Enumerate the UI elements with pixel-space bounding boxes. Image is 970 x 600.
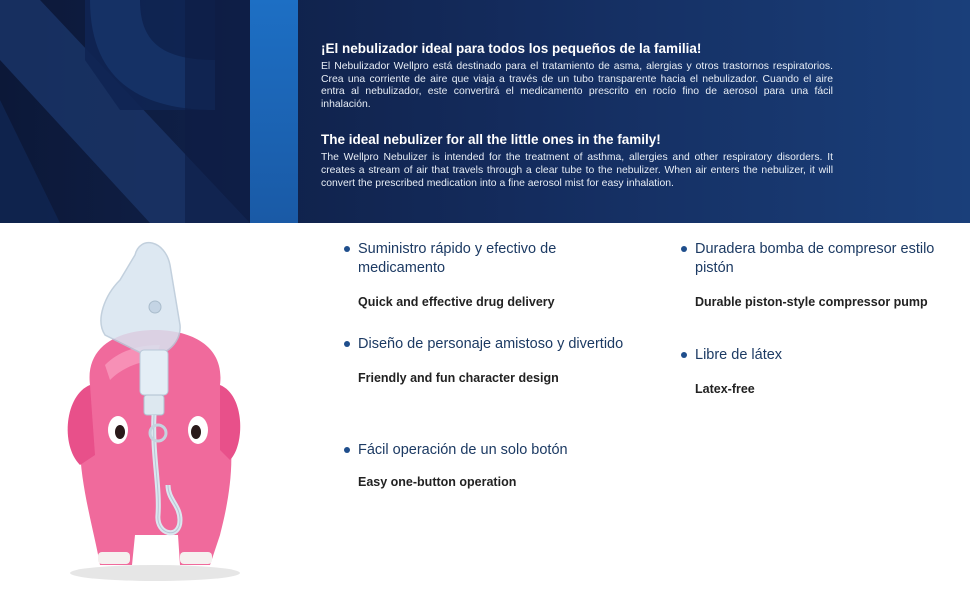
english-body: The Wellpro Nebulizer is intended for the treatment of asthma, allergies and other respiratory disorders. It creates a stream of air that travels through a clear tube to the nebulizer. When air enters the nebulizer, it will convert the prescribed medication into a fine aerosol mist for easy inhalation. [321,152,833,189]
feature-en: Latex-free [695,382,755,396]
bullet-icon [344,447,350,453]
feature-item [343,441,643,491]
product-image [60,235,280,585]
feature-en: Easy one-button operation [358,475,517,489]
pink-elephant-nebulizer-icon [60,235,280,585]
feature-es: Duradera bomba de compresor estilo pistón [695,241,935,276]
features-right-column [680,240,940,398]
features-left-column [343,240,643,491]
spanish-title: ¡El nebulizador ideal para todos los pequeños de la familia! [321,41,702,56]
bullet-icon [344,341,350,347]
banner-text [321,40,833,190]
feature-item [680,240,940,346]
feature-en: Friendly and fun character design [358,371,559,385]
bullet-icon [344,246,350,252]
spanish-body: El Nebulizador Wellpro está destinado para el tratamiento de asma, alergias y otros trastornos respiratorios. Crea una corriente de aire que viaja a través de un tubo transparente hacia el nebulizador. Cuando el aire entra al nebulizador, este convertirá el medicamento prescrito en rocío fino de aerosol para una fácil inhalación. [321,61,833,110]
feature-es: Fácil operación de un solo botón [358,442,568,458]
feature-es: Libre de látex [695,347,783,363]
feature-en: Quick and effective drug delivery [358,295,555,309]
feature-es: Suministro rápido y efectivo de medicamento [358,241,557,276]
bullet-icon [681,352,687,358]
header-banner [0,0,970,223]
bullet-icon [681,246,687,252]
feature-es: Diseño de personaje amistoso y divertido [358,336,624,352]
feature-item [343,335,643,441]
english-title: The ideal nebulizer for all the little ones in the family! [321,132,661,148]
feature-item [680,346,940,398]
feature-en: Durable piston-style compressor pump [695,295,928,309]
feature-item [343,240,643,335]
